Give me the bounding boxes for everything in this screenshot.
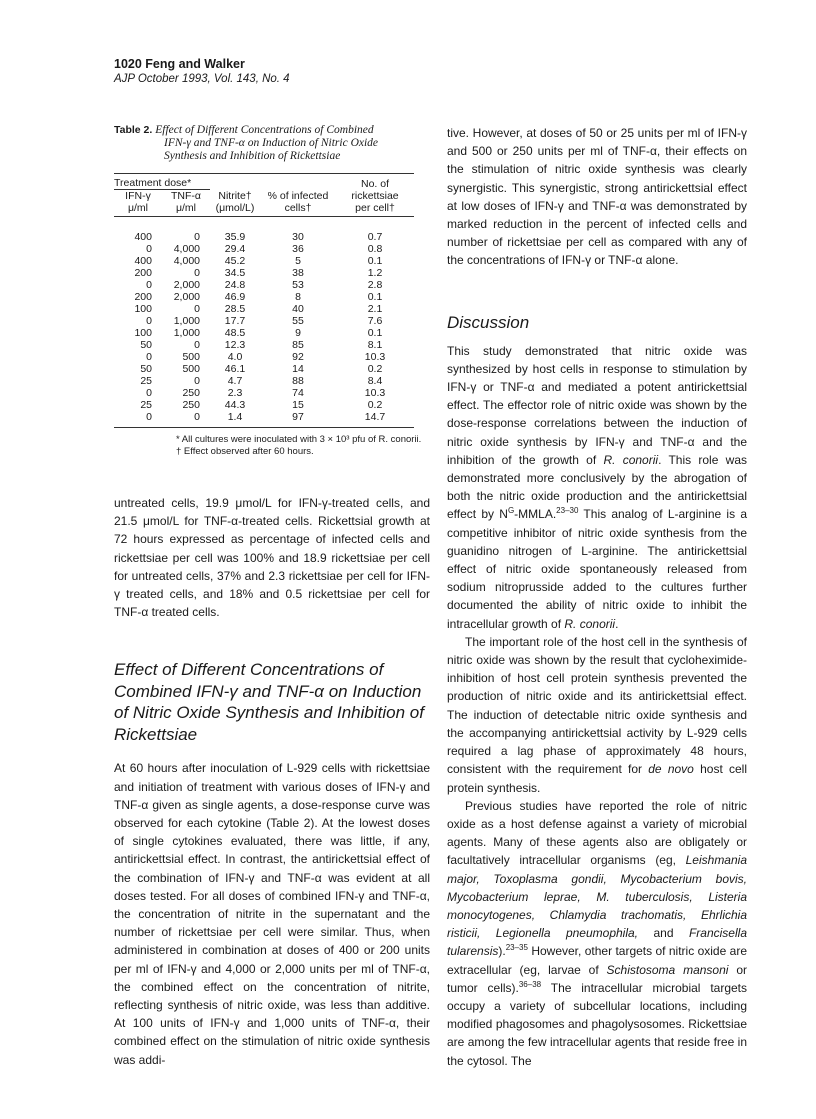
table-cell: 14.7 xyxy=(336,411,414,428)
table-cell: 200 xyxy=(134,267,152,279)
table-cell: 25 xyxy=(140,399,152,411)
table-cell: 53 xyxy=(292,279,304,291)
table-cell: 46.9 xyxy=(224,291,246,303)
table-cell: 400 xyxy=(134,255,152,267)
section-title: Effect of Different Concentrations of Combined IFN-γ and TNF-α on Induction of Nitric Oxide Synthesis and Inhibition of Rickettsiae xyxy=(114,660,424,744)
table-cell: 92 xyxy=(292,351,304,363)
table-row xyxy=(114,243,414,255)
table-cell: 100 xyxy=(134,303,152,315)
table-cell: 30 xyxy=(292,231,304,243)
table-cell: 14 xyxy=(292,363,304,375)
table-cell: 29.4 xyxy=(224,243,246,255)
table-row xyxy=(114,387,414,399)
table-cell: 400 xyxy=(134,231,152,243)
table-row xyxy=(114,411,414,428)
table-cell: 0 xyxy=(146,315,152,327)
table-row xyxy=(114,351,414,363)
table-cell: 0 xyxy=(146,387,152,399)
left-column xyxy=(114,124,430,1069)
left-paragraph-2: At 60 hours after inoculation of L-929 cells with rickettsiae and initiation of treatment with various doses of IFN-γ and TNF-α given as single agents, a dose-response curve was observed for each cytokine (Table 2). At the lowest doses of single cytokines evaluated, there was little, if any, antirickettsial effect. In contrast, the antirickettsial effect of the combination of IFN-γ and TNF-α was evident at all doses tested. For all doses of combined IFN-γ and TNF-α, the concentration of nitrite in the supernatant and the number of rickettsiae per cell were similar. Thus, when administered in combination at doses of 400 or 200 units per ml of IFN-γ and 4,000 or 2,000 units per ml of TNF-α, the combined effect on the concentration of nitrite, reflecting synthesis of nitric oxide, was less than additive. At 100 units of IFN-γ and 1,000 units of TNF-α, their combined effect on the stimulation of nitric oxide synthesis was addi- xyxy=(114,761,430,1067)
table-cell: 100 xyxy=(134,327,152,339)
table-cell: 0 xyxy=(162,411,210,428)
table-row xyxy=(114,255,414,267)
right-paragraph-1: tive. However, at doses of 50 or 25 units per ml of IFN-γ and 500 or 250 units per ml of TNF-α, their effects on the stimulation of nitric oxide synthesis was clearly synergistic. This synergistic, strong antirickettsial effect at low doses of IFN-γ and TNF-α was demonstrated by marked reduction in the percent of infected cells and number of rickettsiae per cell as compared with any of the concentrations of IFN-γ or TNF-α alone. xyxy=(447,126,747,268)
table-cell: 0 xyxy=(146,279,152,291)
col-infected: % of infected cells† xyxy=(260,190,336,217)
table-cell: 0 xyxy=(194,231,200,243)
table-cell: 97 xyxy=(260,411,336,428)
table-cell: 28.5 xyxy=(224,303,246,315)
table-cell: 200 xyxy=(134,291,152,303)
discussion-paragraph-3: Previous studies have reported the role of nitric oxide as a host defense against a variety of microbial agents. Many of these agents also are obligately or facultatively intracellular organisms (eg, Leishmania major, Toxoplasma gondii, Mycobacterium bovis, Mycobacterium leprae, M. tuberculosis, Listeria monocytogenes, Chlamydia trachomatis, Ehrlichia risticii, Legionella pneumophila, and Francisella tularensis).$^{23-35}$ However, other targets of nitric oxide are extracellular (eg, larvae of Schistosoma mansoni or tumor cells).$^{36-38}$ The intracellular microbial targets occupy a variety of subcellular locations, including modified phagosomes and phagolysosomes. Rickettsiae are among the few intracellular agents that reside free in the cytosol. The xyxy=(447,798,748,1068)
table-cell: 8 xyxy=(295,291,301,303)
table-cell: 0 xyxy=(146,243,152,255)
table-cell: 4.0 xyxy=(227,351,243,363)
left-paragraph-1: untreated cells, 19.9 μmol/L for IFN-γ-treated cells, and 21.5 μmol/L for TNF-α-treated cells. Rickettsial growth at 72 hours expressed as percentage of infected cells and rickettsiae per cell was 100% and 18.9 rickettsiae per cell for untreated cells, 37% and 2.3 rickettsiae per cell for IFN-γ treated cells, and 18% and 0.5 rickettsiae per cell for TNF-α treated cells. xyxy=(114,496,430,620)
table-cell: 17.7 xyxy=(224,315,246,327)
table-row xyxy=(114,217,414,244)
table-title-3: Synthesis and Inhibition of Rickettsiae xyxy=(164,150,341,162)
table-cell: 15 xyxy=(292,399,304,411)
table-title-1: Effect of Different Concentrations of Combined xyxy=(155,124,374,136)
discussion-title: Discussion xyxy=(447,312,530,332)
table-cell: 88 xyxy=(292,375,304,387)
table-cell: 25 xyxy=(140,375,152,387)
table-row xyxy=(114,339,414,351)
table-cell: 0 xyxy=(194,267,200,279)
table-row xyxy=(114,279,414,291)
table-cell: 1.4 xyxy=(210,411,260,428)
table-cell: 50 xyxy=(140,339,152,351)
table-cell: 46.1 xyxy=(224,363,246,375)
table-caption xyxy=(114,124,430,163)
table-cell: 55 xyxy=(292,315,304,327)
table-cell: 500 xyxy=(182,363,200,375)
table-cell: 4,000 xyxy=(173,243,200,255)
table-cell: 7.6 xyxy=(367,315,383,327)
table-cell: 250 xyxy=(182,387,200,399)
table-row xyxy=(114,327,414,339)
table-cell: 0.2 xyxy=(367,399,383,411)
table-cell: 0 xyxy=(194,303,200,315)
table-title-2: IFN-γ and TNF-α on Induction of Nitric Oxide xyxy=(164,137,379,149)
table-cell: 40 xyxy=(292,303,304,315)
table-cell: 85 xyxy=(292,339,304,351)
table-cell: 0.1 xyxy=(367,255,383,267)
table-cell: 34.5 xyxy=(224,267,246,279)
table-cell: 5 xyxy=(295,255,301,267)
running-header xyxy=(114,56,290,87)
table-row xyxy=(114,303,414,315)
table-cell: 38 xyxy=(292,267,304,279)
table-cell: 1,000 xyxy=(173,327,200,339)
table-cell: 2,000 xyxy=(173,291,200,303)
table-cell: 2.1 xyxy=(367,303,383,315)
header-journal: AJP October 1993, Vol. 143, No. 4 xyxy=(114,73,290,85)
table-cell: 9 xyxy=(295,327,301,339)
col-ifn: IFN-γ μ/ml xyxy=(114,190,162,217)
data-table xyxy=(114,173,414,428)
table-row xyxy=(114,363,414,375)
discussion-paragraph-1: This study demonstrated that nitric oxide was synthesized by host cells in response to stimulation by IFN-γ or TNF-α and mediated a potent antirickettsial effect. The effector role of nitric oxide was shown by the dose-response correlations between the induction of nitric oxide synthesis by IFN-γ and TNF-α and the inhibition of the growth of R. conorii. This role was demonstrated more conclusively by the abrogation of both the nitric oxide production and the antirickettsial effect by $N^G-MMLA.^{23-30}$ This analog of L-arginine is a competitive inhibitor of nitric oxide synthesis from the guanidino nitrogen of L-arginine. The antirickettsial effect of nitric oxide spontaneously released from sodium nitroprusside added to the cultures further documented the ability of nitric oxide to inhibit the intracellular growth of R. conorii. xyxy=(447,343,748,631)
table-cell: 0 xyxy=(194,339,200,351)
table-cell: 250 xyxy=(182,399,200,411)
table-cell: 8.4 xyxy=(367,375,383,387)
table-cell: 48.5 xyxy=(224,327,246,339)
footnote-asterisk: * All cultures were inoculated with 3 × 10³ pfu of R. conorii. xyxy=(176,434,422,445)
table-cell: 0.8 xyxy=(367,243,383,255)
table-cell: 0 xyxy=(194,375,200,387)
header-page-authors: 1020 Feng and Walker xyxy=(114,57,245,71)
right-column xyxy=(447,124,747,1070)
col-tnf: TNF-α μ/ml xyxy=(162,190,210,217)
table-cell: 36 xyxy=(292,243,304,255)
table-cell: 4.7 xyxy=(227,375,243,387)
table-cell: 12.3 xyxy=(224,339,246,351)
table-cell: 0.1 xyxy=(367,327,383,339)
table-cell: 10.3 xyxy=(364,351,386,363)
table-cell: 74 xyxy=(292,387,304,399)
table-row xyxy=(114,375,414,387)
table-cell: 45.2 xyxy=(224,255,246,267)
table-cell: 0.1 xyxy=(367,291,383,303)
table-row xyxy=(114,291,414,303)
table-cell: 0 xyxy=(114,411,162,428)
table-cell: 2,000 xyxy=(173,279,200,291)
table-cell: 35.9 xyxy=(224,231,246,243)
table-cell: 0.2 xyxy=(367,363,383,375)
table-cell: 24.8 xyxy=(224,279,246,291)
table-cell: 50 xyxy=(140,363,152,375)
table-cell: 0 xyxy=(146,351,152,363)
table-cell: 500 xyxy=(182,351,200,363)
col-rickettsiae: No. of rickettsiae per cell† xyxy=(336,174,414,217)
col-nitrite: Nitrite† (μmol/L) xyxy=(210,190,260,217)
table-label: Table 2. xyxy=(114,124,153,136)
table-row xyxy=(114,399,414,411)
footnote-dagger: † Effect observed after 60 hours. xyxy=(176,446,314,457)
table-cell: 2.3 xyxy=(227,387,243,399)
group-header: Treatment dose* xyxy=(114,174,210,190)
table-cell: 10.3 xyxy=(364,387,386,399)
table-cell: 44.3 xyxy=(224,399,246,411)
table-cell: 0.7 xyxy=(367,231,383,243)
table-row xyxy=(114,267,414,279)
table-cell: 4,000 xyxy=(173,255,200,267)
discussion-paragraph-2: The important role of the host cell in the synthesis of nitric oxide was shown by the result that cycloheximide-inhibition of host cell protein synthesis prevented the production of nitric oxide and its antirickettsial effect. The induction of detectable nitric oxide synthesis and the accompanying antirickettsial activity by L-929 cells required a lag phase of approximately 48 hours, consistent with the requirement for de novo host cell protein synthesis. xyxy=(447,634,748,795)
table-cell: 8.1 xyxy=(367,339,383,351)
table-footnotes xyxy=(114,434,430,458)
table-cell: 1,000 xyxy=(173,315,200,327)
table-row xyxy=(114,315,414,327)
table-cell: 1.2 xyxy=(367,267,383,279)
table-cell: 2.8 xyxy=(367,279,383,291)
